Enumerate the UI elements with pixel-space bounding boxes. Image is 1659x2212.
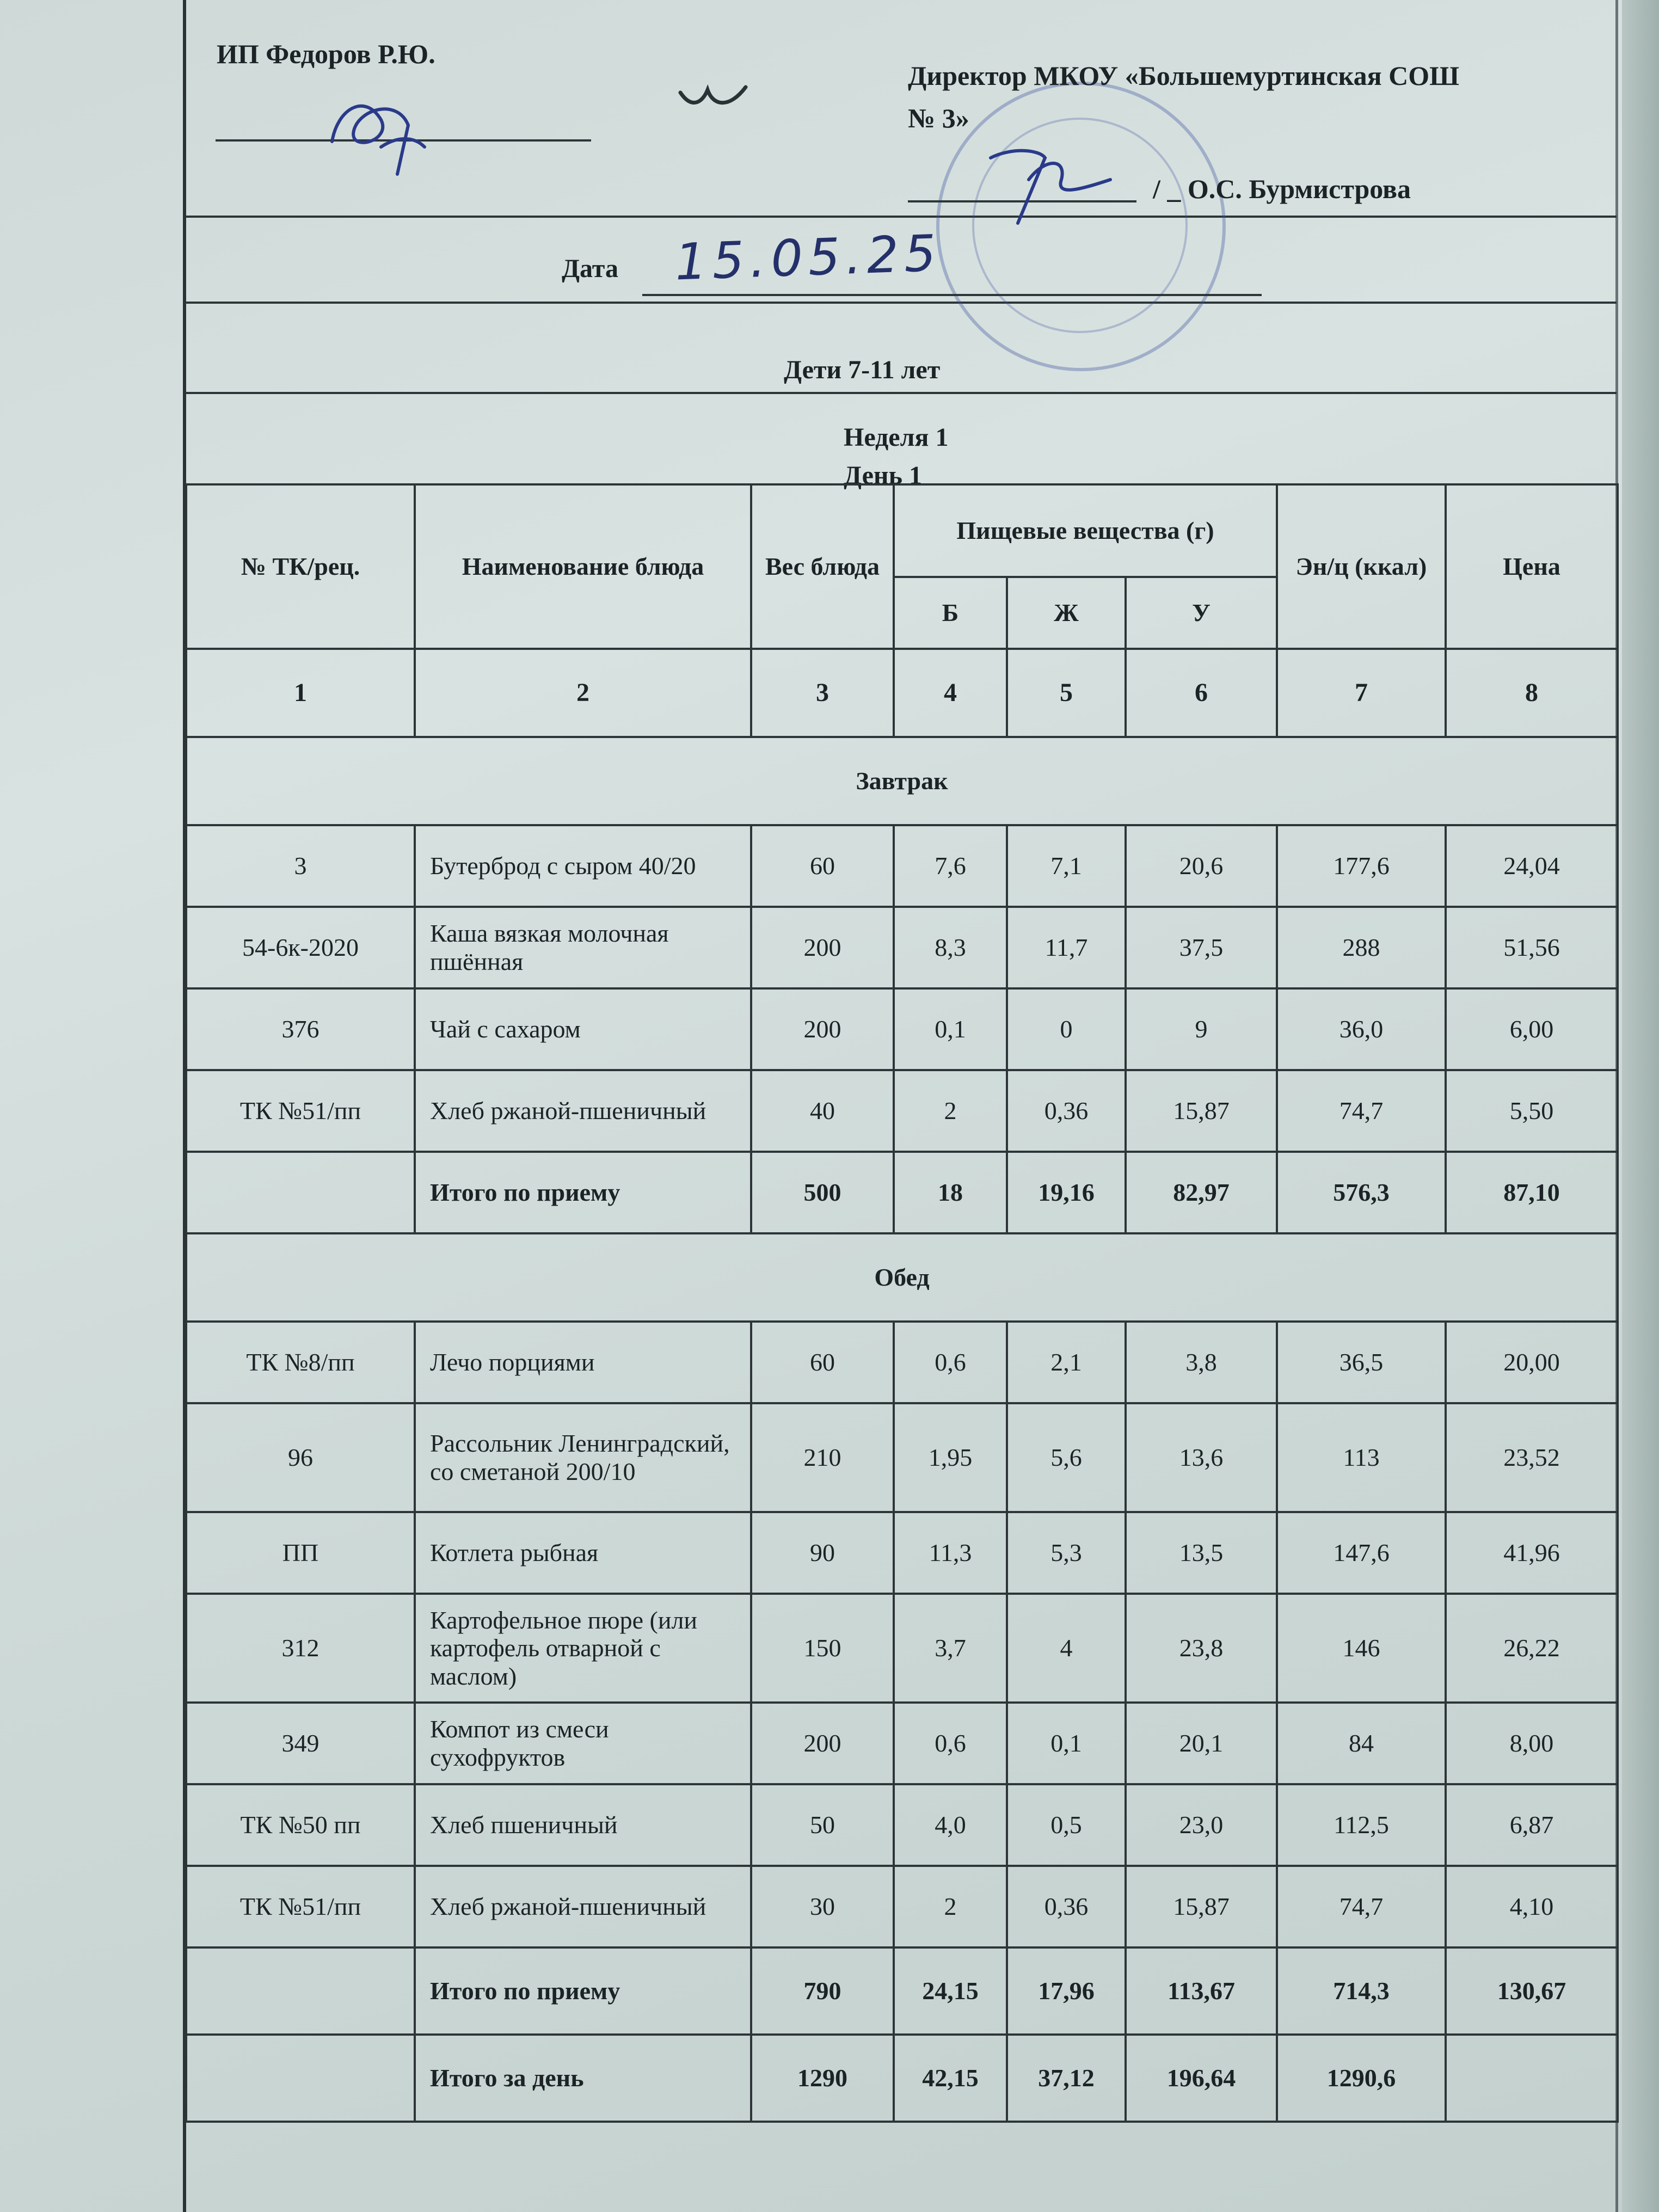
- cell-price: 26,22: [1446, 1594, 1618, 1703]
- cell-energy: 74,7: [1277, 1070, 1446, 1152]
- cell-name: Картофельное пюре (или картофель отварной с маслом): [415, 1594, 751, 1703]
- cell-fat: 7,1: [1007, 825, 1126, 907]
- cell-protein: 4,0: [894, 1784, 1007, 1866]
- cell-name: Итого по приему: [415, 1947, 751, 2035]
- header-row: [186, 484, 1618, 577]
- cell-carbs: 113,67: [1126, 1947, 1277, 2035]
- cell-protein: 2: [894, 1070, 1007, 1152]
- day-label: День 1: [844, 461, 922, 490]
- cell-weight: 200: [751, 988, 894, 1070]
- column-number: 2: [415, 649, 751, 737]
- director-school-number: № 3»: [908, 103, 969, 133]
- cell-price: 24,04: [1446, 825, 1618, 907]
- cell-price: 6,87: [1446, 1784, 1618, 1866]
- cell-price: 41,96: [1446, 1512, 1618, 1594]
- cell-recipe: 349: [186, 1703, 415, 1784]
- column-number: 4: [894, 649, 1007, 737]
- cell-protein: 2: [894, 1866, 1007, 1947]
- cell-weight: 790: [751, 1947, 894, 2035]
- cell-price: 6,00: [1446, 988, 1618, 1070]
- cell-weight: 90: [751, 1512, 894, 1594]
- page-shadow: [1622, 0, 1659, 2212]
- col-header-nutrients: Пищевые вещества (г): [894, 484, 1277, 577]
- table-row: [186, 1784, 1618, 1866]
- cell-recipe: 312: [186, 1594, 415, 1703]
- cell-weight: 200: [751, 1703, 894, 1784]
- cell-recipe: 3: [186, 825, 415, 907]
- divider: [185, 216, 1617, 218]
- table-row: [186, 1703, 1618, 1784]
- cell-energy: 84: [1277, 1703, 1446, 1784]
- cell-fat: 2,1: [1007, 1322, 1126, 1403]
- director-title: Директор МКОУ «Большемуртинская СОШ: [908, 60, 1460, 91]
- cell-fat: 5,6: [1007, 1403, 1126, 1512]
- cell-carbs: 20,6: [1126, 825, 1277, 907]
- table-row: [186, 907, 1618, 988]
- cell-protein: 0,6: [894, 1703, 1007, 1784]
- cell-weight: 60: [751, 825, 894, 907]
- cell-name: Итого за день: [415, 2035, 751, 2122]
- total-row-day: [186, 2035, 1618, 2122]
- cell-recipe: ТК №8/пп: [186, 1322, 415, 1403]
- cell-carbs: 9: [1126, 988, 1277, 1070]
- column-number: 5: [1007, 649, 1126, 737]
- cell-weight: 40: [751, 1070, 894, 1152]
- cell-weight: 30: [751, 1866, 894, 1947]
- cell-energy: 74,7: [1277, 1866, 1446, 1947]
- company-name: ИП Федоров Р.Ю.: [217, 39, 435, 69]
- cell-carbs: 15,87: [1126, 1070, 1277, 1152]
- cell-protein: 42,15: [894, 2035, 1007, 2122]
- divider: [185, 302, 1617, 304]
- cell-price: 87,10: [1446, 1152, 1618, 1233]
- cell-energy: 288: [1277, 907, 1446, 988]
- cell-fat: 0,1: [1007, 1703, 1126, 1784]
- cell-protein: 8,3: [894, 907, 1007, 988]
- cell-price: [1446, 2035, 1618, 2122]
- cell-recipe: [186, 1947, 415, 2035]
- cell-recipe: ПП: [186, 1512, 415, 1594]
- age-group: Дети 7-11 лет: [784, 355, 941, 384]
- cell-price: 8,00: [1446, 1703, 1618, 1784]
- cell-weight: 500: [751, 1152, 894, 1233]
- section-title: Обед: [186, 1233, 1618, 1322]
- section-row-breakfast: [186, 737, 1618, 825]
- col-header-price: Цена: [1446, 484, 1618, 649]
- table-row: [186, 1403, 1618, 1512]
- table-row: [186, 1594, 1618, 1703]
- cell-carbs: 20,1: [1126, 1703, 1277, 1784]
- col-header-energy: Эн/ц (ккал): [1277, 484, 1446, 649]
- cell-carbs: 13,6: [1126, 1403, 1277, 1512]
- cell-name: Чай с сахаром: [415, 988, 751, 1070]
- cell-energy: 112,5: [1277, 1784, 1446, 1866]
- cell-energy: 36,5: [1277, 1322, 1446, 1403]
- cell-recipe: 376: [186, 988, 415, 1070]
- cell-recipe: [186, 1152, 415, 1233]
- cell-weight: 150: [751, 1594, 894, 1703]
- cell-carbs: 196,64: [1126, 2035, 1277, 2122]
- date-underline: [642, 294, 1262, 296]
- date-label: Дата: [562, 254, 618, 283]
- cell-name: Котлета рыбная: [415, 1512, 751, 1594]
- cell-fat: 0,36: [1007, 1070, 1126, 1152]
- cell-carbs: 13,5: [1126, 1512, 1277, 1594]
- col-header-carbs: У: [1126, 577, 1277, 649]
- cell-fat: 5,3: [1007, 1512, 1126, 1594]
- cell-recipe: ТК №51/пп: [186, 1070, 415, 1152]
- table-row: [186, 1322, 1618, 1403]
- col-header-weight: Вес блюда: [751, 484, 894, 649]
- cell-protein: 11,3: [894, 1512, 1007, 1594]
- cell-energy: 147,6: [1277, 1512, 1446, 1594]
- cell-energy: 113: [1277, 1403, 1446, 1512]
- col-header-recipe: № ТК/рец.: [186, 484, 415, 649]
- cell-protein: 18: [894, 1152, 1007, 1233]
- cell-protein: 0,1: [894, 988, 1007, 1070]
- cell-weight: 60: [751, 1322, 894, 1403]
- cell-protein: 1,95: [894, 1403, 1007, 1512]
- cell-energy: 36,0: [1277, 988, 1446, 1070]
- cell-price: 20,00: [1446, 1322, 1618, 1403]
- cell-fat: 17,96: [1007, 1947, 1126, 2035]
- column-number: 8: [1446, 649, 1618, 737]
- cell-price: 23,52: [1446, 1403, 1618, 1512]
- cell-weight: 1290: [751, 2035, 894, 2122]
- cell-recipe: 96: [186, 1403, 415, 1512]
- cell-recipe: ТК №51/пп: [186, 1866, 415, 1947]
- cell-weight: 210: [751, 1403, 894, 1512]
- cell-fat: 0: [1007, 988, 1126, 1070]
- cell-protein: 3,7: [894, 1594, 1007, 1703]
- signature-director: [980, 136, 1121, 229]
- cell-protein: 0,6: [894, 1322, 1007, 1403]
- table-row: [186, 988, 1618, 1070]
- divider: [185, 392, 1617, 394]
- column-number: 3: [751, 649, 894, 737]
- cell-protein: 24,15: [894, 1947, 1007, 2035]
- table-row: [186, 1866, 1618, 1947]
- cell-price: 5,50: [1446, 1070, 1618, 1152]
- cell-energy: 714,3: [1277, 1947, 1446, 2035]
- col-header-fat: Ж: [1007, 577, 1126, 649]
- cell-carbs: 3,8: [1126, 1322, 1277, 1403]
- col-header-protein: Б: [894, 577, 1007, 649]
- column-number-row: [186, 649, 1618, 737]
- week-label: Неделя 1: [844, 423, 949, 452]
- cell-carbs: 15,87: [1126, 1866, 1277, 1947]
- section-row-lunch: [186, 1233, 1618, 1322]
- cell-name: Рассольник Ленинградский, со сметаной 200/10: [415, 1403, 751, 1512]
- cell-recipe: ТК №50 пп: [186, 1784, 415, 1866]
- total-row-breakfast: [186, 1152, 1618, 1233]
- column-number: 6: [1126, 649, 1277, 737]
- mark-scribble: [675, 76, 751, 120]
- section-title: Завтрак: [186, 737, 1618, 825]
- cell-protein: 7,6: [894, 825, 1007, 907]
- cell-fat: 11,7: [1007, 907, 1126, 988]
- col-header-name: Наименование блюда: [415, 484, 751, 649]
- cell-fat: 0,36: [1007, 1866, 1126, 1947]
- signature-left: [316, 76, 435, 185]
- table-row: [186, 1512, 1618, 1594]
- cell-weight: 50: [751, 1784, 894, 1866]
- cell-fat: 19,16: [1007, 1152, 1126, 1233]
- table-row: [186, 1070, 1618, 1152]
- cell-energy: 177,6: [1277, 825, 1446, 907]
- cell-energy: 1290,6: [1277, 2035, 1446, 2122]
- cell-energy: 146: [1277, 1594, 1446, 1703]
- cell-name: Каша вязкая молочная пшённая: [415, 907, 751, 988]
- menu-table: [185, 483, 1619, 2123]
- cell-recipe: [186, 2035, 415, 2122]
- cell-name: Итого по приему: [415, 1152, 751, 1233]
- column-number: 7: [1277, 649, 1446, 737]
- cell-carbs: 23,0: [1126, 1784, 1277, 1866]
- cell-price: 130,67: [1446, 1947, 1618, 2035]
- cell-price: 4,10: [1446, 1866, 1618, 1947]
- cell-fat: 4: [1007, 1594, 1126, 1703]
- total-row-lunch: [186, 1947, 1618, 2035]
- cell-weight: 200: [751, 907, 894, 988]
- director-name: / _ О.С. Бурмистрова: [1153, 174, 1411, 204]
- cell-price: 51,56: [1446, 907, 1618, 988]
- cell-carbs: 23,8: [1126, 1594, 1277, 1703]
- cell-carbs: 82,97: [1126, 1152, 1277, 1233]
- cell-energy: 576,3: [1277, 1152, 1446, 1233]
- cell-carbs: 37,5: [1126, 907, 1277, 988]
- cell-fat: 0,5: [1007, 1784, 1126, 1866]
- date-value: 15.05.25: [674, 224, 943, 292]
- cell-name: Лечо порциями: [415, 1322, 751, 1403]
- cell-name: Бутерброд с сыром 40/20: [415, 825, 751, 907]
- cell-name: Хлеб ржаной-пшеничный: [415, 1866, 751, 1947]
- column-number: 1: [186, 649, 415, 737]
- cell-fat: 37,12: [1007, 2035, 1126, 2122]
- table-row: [186, 825, 1618, 907]
- cell-name: Компот из смеси сухофруктов: [415, 1703, 751, 1784]
- cell-name: Хлеб пшеничный: [415, 1784, 751, 1866]
- cell-name: Хлеб ржаной-пшеничный: [415, 1070, 751, 1152]
- cell-recipe: 54-6к-2020: [186, 907, 415, 988]
